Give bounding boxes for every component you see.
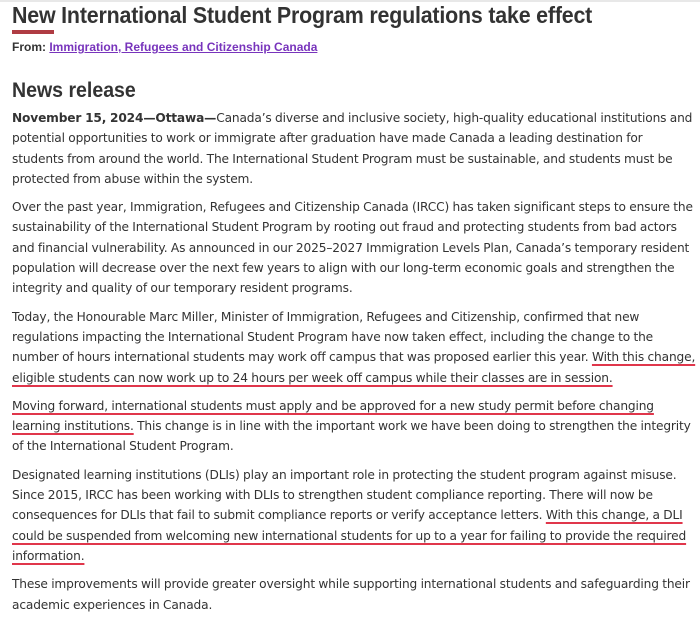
department-link[interactable]: Immigration, Refugees and Citizenship Canada (49, 40, 318, 54)
section-heading: News release (12, 79, 136, 102)
from-label: From: (12, 40, 46, 54)
paragraph-4-text: This change is in line with the important work we have been doing to strengthen the integrity of the International Student Program. (12, 419, 691, 454)
paragraph-1 (12, 108, 696, 189)
page-title: New International Student Program regulations take effect (12, 2, 593, 28)
from-line (12, 40, 317, 54)
highlight-work-hours: With this change, eligible students can now work up to 24 hours per week off campus while their classes are in session. (12, 350, 696, 385)
dateline: November 15, 2024—Ottawa— (12, 111, 217, 125)
title-accent-bar (12, 30, 54, 34)
paragraph-5-text: Designated learning institutions (DLIs) play an important role in protecting the student program against misuse. Since 2015, IRCC has been working with DLIs to strengthen student compliance reporting. There will now be consequences for DLIs that fail to submit compliance reports or verify acceptance letters. (12, 467, 677, 523)
paragraph-6: These improvements will provide greater oversight while supporting international students and safeguarding their academic experiences in Canada. (12, 577, 690, 612)
paragraph-4 (12, 396, 696, 457)
paragraph-3 (12, 307, 696, 388)
article-body (12, 108, 696, 623)
paragraph-1-text: Canada’s diverse and inclusive society, high-quality educational institutions and potential opportunities to work or immigrate after graduation have made Canada a leading destination for students from around the world. The International Student Program must be sustainable, and students must be protected from abuse within the system. (12, 111, 693, 186)
paragraph-2: Over the past year, Immigration, Refugees and Citizenship Canada (IRCC) has taken significant steps to ensure the sustainability of the International Student Program by rooting out fraud and protecting students from bad actors and financial vulnerability. As announced in our 2025–2027 Immigration Levels Plan, Canada’s temporary resident population will decrease over the next few years to align with our long-term economic goals and strengthen the integrity and quality of our temporary resident programs. (12, 200, 693, 296)
highlight-study-permit: Moving forward, international students must apply and be approved for a new study permit before changing learning institutions. (12, 398, 654, 434)
paragraph-3-text: Today, the Honourable Marc Miller, Minister of Immigration, Refugees and Citizenship, confirmed that new regulations impacting the International Student Program have now taken effect, including the change to the number of hours international students may work off campus that was proposed earlier this year. (12, 309, 654, 365)
paragraph-5 (12, 465, 696, 566)
highlight-dli-suspension: With this change, a DLI could be suspended from welcoming new international students for up to a year for failing to provide the required information. (12, 508, 687, 563)
